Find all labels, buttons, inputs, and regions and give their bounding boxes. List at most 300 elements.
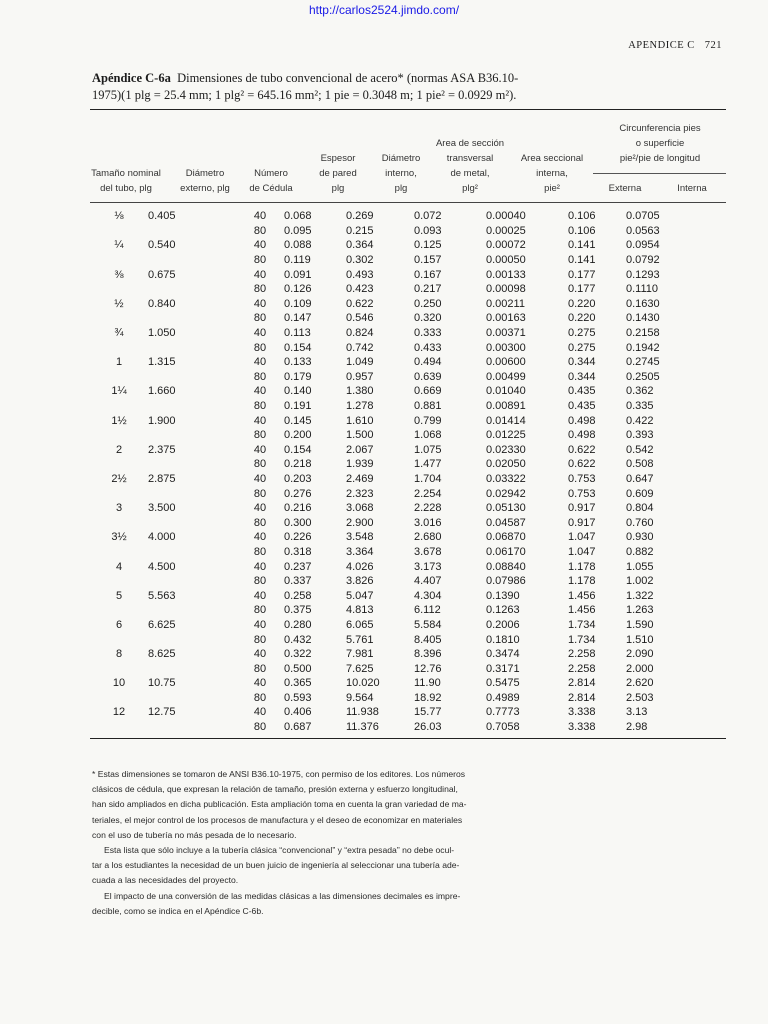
- wall-thickness-cell: 0.179: [284, 370, 312, 383]
- external-surface-cell: 0.275: [568, 341, 596, 354]
- schedule-cell: 80: [253, 400, 267, 413]
- nominal-size-cell: 5: [115, 589, 123, 602]
- wall-thickness-cell: 0.088: [284, 239, 312, 252]
- internal-surface-cell: 1.510: [626, 633, 654, 646]
- inner-diameter-cell: 3.826: [346, 575, 374, 588]
- schedule-cell: 80: [253, 633, 267, 646]
- internal-area-cell: 0.00040: [486, 210, 526, 223]
- internal-area-cell: 0.00098: [486, 283, 526, 296]
- outer-diameter-cell: [148, 340, 236, 355]
- outer-diameter-cell: [148, 486, 236, 501]
- inner-diameter-cell: 3.364: [346, 545, 374, 558]
- outer-diameter-cell: [148, 311, 236, 326]
- footnote: [92, 767, 536, 919]
- metal-area-cell: 15.77: [414, 706, 442, 719]
- inner-diameter-cell: 3.548: [346, 531, 374, 544]
- metal-area-cell: 2.228: [414, 502, 442, 515]
- metal-area-cell: 3.678: [414, 545, 442, 558]
- title-line-2: 1975)(1 plg = 25.4 mm; 1 plg² = 645.16 mm²; 1 pie = 0.3048 m; 1 pie² = 0.0929 m²).: [92, 88, 517, 102]
- internal-surface-cell: 0.2505: [626, 370, 660, 383]
- table-row: [90, 486, 726, 501]
- schedule-cell: 40: [253, 443, 267, 456]
- outer-diameter-cell: [148, 399, 236, 414]
- internal-area-cell: 0.1390: [486, 589, 520, 602]
- inner-diameter-cell: 6.065: [346, 618, 374, 631]
- external-surface-cell: 0.344: [568, 356, 596, 369]
- internal-surface-cell: 2.620: [626, 677, 654, 690]
- internal-area-cell: 0.7058: [486, 721, 520, 734]
- outer-diameter-cell: [148, 370, 236, 385]
- inner-diameter-cell: 2.469: [346, 472, 374, 485]
- table-row: [90, 326, 726, 341]
- inner-diameter-cell: 1.610: [346, 414, 374, 427]
- outer-diameter-cell: 4.500: [148, 560, 176, 573]
- nominal-size-cell: 2: [115, 443, 123, 456]
- table-row: [90, 399, 726, 414]
- internal-area-cell: 0.01040: [486, 385, 526, 398]
- outer-diameter-cell: [148, 574, 236, 589]
- outer-diameter-cell: [148, 428, 236, 443]
- internal-area-cell: 0.01225: [486, 429, 526, 442]
- internal-surface-cell: 0.2745: [626, 356, 660, 369]
- internal-surface-cell: 0.1630: [626, 297, 660, 310]
- inner-diameter-cell: 0.302: [346, 254, 374, 267]
- schedule-cell: 80: [253, 224, 267, 237]
- table-row: [90, 501, 726, 516]
- schedule-cell: 40: [253, 589, 267, 602]
- internal-area-cell: 0.2006: [486, 618, 520, 631]
- table-row: [90, 691, 726, 706]
- wall-thickness-cell: 0.258: [284, 589, 312, 602]
- table-body: [90, 209, 726, 734]
- inner-diameter-cell: 7.981: [346, 648, 374, 661]
- internal-area-cell: 0.1263: [486, 604, 520, 617]
- wall-thickness-cell: 0.191: [284, 400, 312, 413]
- table-row: [90, 370, 726, 385]
- nominal-size-cell: 3½: [111, 531, 127, 544]
- table-row: [90, 720, 726, 735]
- header-internal-area: Area seccional interna, pie²: [520, 153, 584, 194]
- internal-area-cell: 0.00371: [486, 327, 526, 340]
- internal-surface-cell: 0.804: [626, 502, 654, 515]
- nominal-size-cell: [90, 253, 148, 268]
- page-number: 721: [704, 40, 722, 51]
- nominal-size-cell: [90, 515, 148, 530]
- circumference-subrule: [593, 173, 726, 174]
- inner-diameter-cell: 0.957: [346, 370, 374, 383]
- inner-diameter-cell: 1.278: [346, 400, 374, 413]
- title-line-1: Dimensiones de tubo convencional de acero* (normas ASA B36.10-: [177, 71, 519, 85]
- internal-area-cell: 0.00072: [486, 239, 526, 252]
- table-row: [90, 311, 726, 326]
- inner-diameter-cell: 2.900: [346, 516, 374, 529]
- metal-area-cell: 0.072: [414, 210, 442, 223]
- internal-surface-cell: 1.322: [626, 589, 654, 602]
- outer-diameter-cell: 4.000: [148, 531, 176, 544]
- metal-area-cell: 8.396: [414, 648, 442, 661]
- schedule-cell: 80: [253, 662, 267, 675]
- internal-area-cell: 0.04587: [486, 516, 526, 529]
- external-surface-cell: 2.814: [568, 677, 596, 690]
- metal-area-cell: 0.250: [414, 297, 442, 310]
- nominal-size-cell: 8: [115, 648, 123, 661]
- table-row: [90, 472, 726, 487]
- metal-area-cell: 0.669: [414, 385, 442, 398]
- outer-diameter-cell: 8.625: [148, 648, 176, 661]
- outer-diameter-cell: [148, 515, 236, 530]
- wall-thickness-cell: 0.280: [284, 618, 312, 631]
- wall-thickness-cell: 0.500: [284, 662, 312, 675]
- internal-area-cell: 0.05130: [486, 502, 526, 515]
- table-row: [90, 443, 726, 458]
- external-surface-cell: 0.917: [568, 502, 596, 515]
- internal-surface-cell: 0.882: [626, 545, 654, 558]
- external-surface-cell: 0.106: [568, 224, 596, 237]
- inner-diameter-cell: 2.067: [346, 443, 374, 456]
- internal-surface-cell: 0.0563: [626, 224, 660, 237]
- external-surface-cell: 1.178: [568, 560, 596, 573]
- table-row: [90, 530, 726, 545]
- inner-diameter-cell: 11.376: [346, 721, 379, 734]
- wall-thickness-cell: 0.375: [284, 604, 312, 617]
- inner-diameter-cell: 1.939: [346, 458, 374, 471]
- internal-area-cell: 0.00163: [486, 312, 526, 325]
- internal-area-cell: 0.00025: [486, 224, 526, 237]
- nominal-size-cell: 2½: [111, 472, 127, 485]
- nominal-size-cell: [90, 691, 148, 706]
- header-internal: Interna: [677, 183, 707, 194]
- inner-diameter-cell: 4.813: [346, 604, 374, 617]
- top-rule: [90, 109, 726, 110]
- internal-area-cell: 0.02050: [486, 458, 526, 471]
- schedule-cell: 40: [253, 268, 267, 281]
- internal-area-cell: 0.7773: [486, 706, 520, 719]
- inner-diameter-cell: 5.761: [346, 633, 374, 646]
- inner-diameter-cell: 3.068: [346, 502, 374, 515]
- schedule-cell: 40: [253, 385, 267, 398]
- nominal-size-cell: [90, 574, 148, 589]
- external-surface-cell: 0.435: [568, 385, 596, 398]
- internal-area-cell: 0.00499: [486, 370, 526, 383]
- table-row: [90, 209, 726, 224]
- watermark-url[interactable]: http://carlos2524.jimdo.com/: [308, 3, 460, 17]
- table-row: [90, 384, 726, 399]
- external-surface-cell: 0.141: [568, 254, 596, 267]
- outer-diameter-cell: 1.315: [148, 356, 176, 369]
- outer-diameter-cell: 1.900: [148, 414, 176, 427]
- external-surface-cell: 0.106: [568, 210, 596, 223]
- outer-diameter-cell: 0.540: [148, 239, 176, 252]
- table-row: [90, 340, 726, 355]
- inner-diameter-cell: 0.742: [346, 341, 374, 354]
- outer-diameter-cell: [148, 224, 236, 239]
- nominal-size-cell: [90, 720, 148, 735]
- internal-surface-cell: 0.393: [626, 429, 654, 442]
- external-surface-cell: 0.498: [568, 414, 596, 427]
- internal-area-cell: 0.00211: [486, 297, 525, 310]
- schedule-cell: 40: [253, 356, 267, 369]
- header-outer-diameter: Diámetro externo, plg: [180, 168, 230, 194]
- metal-area-cell: 0.639: [414, 370, 442, 383]
- metal-area-cell: 3.016: [414, 516, 442, 529]
- schedule-cell: 40: [253, 414, 267, 427]
- wall-thickness-cell: 0.300: [284, 516, 312, 529]
- table-row: [90, 559, 726, 574]
- outer-diameter-cell: 12.75: [148, 706, 176, 719]
- internal-surface-cell: 1.263: [626, 604, 654, 617]
- internal-area-cell: 0.5475: [486, 677, 520, 690]
- table-row: [90, 661, 726, 676]
- metal-area-cell: 0.093: [414, 224, 442, 237]
- wall-thickness-cell: 0.226: [284, 531, 312, 544]
- inner-diameter-cell: 0.546: [346, 312, 374, 325]
- nominal-size-cell: [90, 311, 148, 326]
- internal-surface-cell: 0.422: [626, 414, 654, 427]
- internal-area-cell: 0.07986: [486, 575, 526, 588]
- external-surface-cell: 0.622: [568, 443, 596, 456]
- outer-diameter-cell: 10.75: [148, 677, 176, 690]
- wall-thickness-cell: 0.095: [284, 224, 312, 237]
- nominal-size-cell: 4: [115, 560, 123, 573]
- schedule-cell: 80: [253, 691, 267, 704]
- schedule-cell: 40: [253, 472, 267, 485]
- outer-diameter-cell: 5.563: [148, 589, 176, 602]
- nominal-size-cell: 12: [112, 706, 126, 719]
- schedule-cell: 80: [253, 604, 267, 617]
- wall-thickness-cell: 0.216: [284, 502, 312, 515]
- table-title: [92, 70, 692, 104]
- external-surface-cell: 0.220: [568, 297, 596, 310]
- internal-area-cell: 0.3474: [486, 648, 520, 661]
- schedule-cell: 40: [253, 502, 267, 515]
- inner-diameter-cell: 4.026: [346, 560, 374, 573]
- external-surface-cell: 3.338: [568, 706, 596, 719]
- external-surface-cell: 1.734: [568, 633, 596, 646]
- metal-area-cell: 2.680: [414, 531, 442, 544]
- inner-diameter-cell: 1.500: [346, 429, 374, 442]
- inner-diameter-cell: 9.564: [346, 691, 374, 704]
- wall-thickness-cell: 0.126: [284, 283, 312, 296]
- schedule-cell: 40: [253, 327, 267, 340]
- internal-area-cell: 0.1810: [486, 633, 520, 646]
- nominal-size-cell: 10: [112, 677, 126, 690]
- metal-area-cell: 4.407: [414, 575, 442, 588]
- wall-thickness-cell: 0.218: [284, 458, 312, 471]
- metal-area-cell: 6.112: [414, 604, 441, 617]
- nominal-size-cell: 1: [115, 356, 123, 369]
- external-surface-cell: 0.177: [568, 283, 596, 296]
- metal-area-cell: 11.90: [414, 677, 441, 690]
- table-row: [90, 632, 726, 647]
- external-surface-cell: 1.734: [568, 618, 596, 631]
- nominal-size-cell: ¾: [114, 327, 124, 340]
- schedule-cell: 80: [253, 254, 267, 267]
- outer-diameter-cell: 1.050: [148, 327, 176, 340]
- pipe-dimensions-table: [90, 209, 726, 734]
- table-row: [90, 705, 726, 720]
- schedule-cell: 40: [253, 706, 267, 719]
- internal-surface-cell: 0.609: [626, 487, 654, 500]
- metal-area-cell: 2.254: [414, 487, 442, 500]
- header-schedule-number: Número de Cédula: [249, 168, 293, 194]
- internal-area-cell: 0.00050: [486, 254, 526, 267]
- metal-area-cell: 0.433: [414, 341, 442, 354]
- schedule-cell: 80: [253, 312, 267, 325]
- inner-diameter-cell: 0.364: [346, 239, 374, 252]
- nominal-size-cell: [90, 632, 148, 647]
- header-external: Externa: [608, 183, 642, 194]
- header-inner-diameter: Diámetro interno, plg: [381, 153, 421, 194]
- internal-area-cell: 0.4989: [486, 691, 520, 704]
- nominal-size-cell: [90, 428, 148, 443]
- outer-diameter-cell: [148, 691, 236, 706]
- outer-diameter-cell: [148, 545, 236, 560]
- wall-thickness-cell: 0.687: [284, 721, 312, 734]
- nominal-size-cell: 1¼: [111, 385, 127, 398]
- metal-area-cell: 0.799: [414, 414, 442, 427]
- inner-diameter-cell: 2.323: [346, 487, 374, 500]
- metal-area-cell: 3.173: [414, 560, 442, 573]
- schedule-cell: 40: [253, 618, 267, 631]
- table-row: [90, 282, 726, 297]
- outer-diameter-cell: 0.675: [148, 268, 176, 281]
- table-row: [90, 224, 726, 239]
- external-surface-cell: 1.456: [568, 604, 596, 617]
- outer-diameter-cell: [148, 661, 236, 676]
- wall-thickness-cell: 0.119: [284, 254, 311, 267]
- wall-thickness-cell: 0.318: [284, 545, 312, 558]
- internal-surface-cell: 0.1942: [626, 341, 660, 354]
- internal-area-cell: 0.02330: [486, 443, 526, 456]
- internal-surface-cell: 0.1110: [626, 283, 659, 296]
- table-row: [90, 267, 726, 282]
- nominal-size-cell: ⅛: [114, 210, 124, 223]
- schedule-cell: 80: [253, 575, 267, 588]
- nominal-size-cell: [90, 340, 148, 355]
- external-surface-cell: 0.435: [568, 400, 596, 413]
- wall-thickness-cell: 0.154: [284, 443, 312, 456]
- external-surface-cell: 0.344: [568, 370, 596, 383]
- metal-area-cell: 0.333: [414, 327, 442, 340]
- outer-diameter-cell: [148, 282, 236, 297]
- schedule-cell: 80: [253, 721, 267, 734]
- schedule-cell: 40: [253, 648, 267, 661]
- internal-surface-cell: 0.2158: [626, 327, 660, 340]
- wall-thickness-cell: 0.113: [284, 327, 311, 340]
- wall-thickness-cell: 0.322: [284, 648, 312, 661]
- metal-area-cell: 0.167: [414, 268, 442, 281]
- nominal-size-cell: [90, 399, 148, 414]
- table-row: [90, 618, 726, 633]
- external-surface-cell: 2.258: [568, 648, 596, 661]
- outer-diameter-cell: 6.625: [148, 618, 176, 631]
- wall-thickness-cell: 0.593: [284, 691, 312, 704]
- external-surface-cell: 0.141: [568, 239, 596, 252]
- internal-surface-cell: 1.590: [626, 618, 654, 631]
- internal-area-cell: 0.3171: [486, 662, 520, 675]
- internal-surface-cell: 1.055: [626, 560, 654, 573]
- table-row: [90, 515, 726, 530]
- internal-surface-cell: 3.13: [626, 706, 648, 719]
- table-row: [90, 588, 726, 603]
- internal-surface-cell: 0.542: [626, 443, 654, 456]
- schedule-cell: 80: [253, 516, 267, 529]
- outer-diameter-cell: 1.660: [148, 385, 176, 398]
- table-row: [90, 297, 726, 312]
- internal-surface-cell: 0.335: [626, 400, 654, 413]
- table-row: [90, 355, 726, 370]
- outer-diameter-cell: 2.375: [148, 443, 176, 456]
- wall-thickness-cell: 0.091: [284, 268, 312, 281]
- nominal-size-cell: [90, 282, 148, 297]
- outer-diameter-cell: [148, 632, 236, 647]
- nominal-size-cell: [90, 457, 148, 472]
- metal-area-cell: 8.405: [414, 633, 442, 646]
- running-head-label: APENDICE C: [628, 40, 695, 51]
- external-surface-cell: 0.917: [568, 516, 596, 529]
- metal-area-cell: 5.584: [414, 618, 442, 631]
- footnote-paragraph-2: Esta lista que sólo incluye a la tubería clásica “convencional” y “extra pesada” no debe ocul- tar a los estudiantes la necesidad de un buen juicio de ingeniería al seleccionar una tubería ade- cuada a las necesidades del proyecto.: [92, 845, 460, 886]
- wall-thickness-cell: 0.432: [284, 633, 312, 646]
- footnote-paragraph-3: El impacto de una conversión de las medidas clásicas a las dimensiones decimales es impre- decible, como se indica en el Apéndice C-6b.: [92, 890, 461, 916]
- nominal-size-cell: [90, 486, 148, 501]
- external-surface-cell: 0.275: [568, 327, 596, 340]
- nominal-size-cell: [90, 603, 148, 618]
- running-head: [628, 40, 722, 51]
- nominal-size-cell: [90, 545, 148, 560]
- internal-area-cell: 0.06870: [486, 531, 526, 544]
- inner-diameter-cell: 0.269: [346, 210, 374, 223]
- internal-area-cell: 0.00600: [486, 356, 526, 369]
- external-surface-cell: 1.047: [568, 531, 596, 544]
- inner-diameter-cell: 1.049: [346, 356, 374, 369]
- wall-thickness-cell: 0.147: [284, 312, 312, 325]
- outer-diameter-cell: 2.875: [148, 472, 176, 485]
- wall-thickness-cell: 0.203: [284, 472, 312, 485]
- internal-surface-cell: 2.98: [626, 721, 648, 734]
- external-surface-cell: 0.753: [568, 487, 596, 500]
- schedule-cell: 40: [253, 560, 267, 573]
- schedule-cell: 80: [253, 429, 267, 442]
- nominal-size-cell: [90, 661, 148, 676]
- table-row: [90, 603, 726, 618]
- metal-area-cell: 26.03: [414, 721, 442, 734]
- internal-surface-cell: 2.503: [626, 691, 654, 704]
- inner-diameter-cell: 10.020: [346, 677, 380, 690]
- external-surface-cell: 3.338: [568, 721, 596, 734]
- nominal-size-cell: [90, 370, 148, 385]
- internal-area-cell: 0.00300: [486, 341, 526, 354]
- header-metal-area: Area de sección transversal de metal, plg²: [435, 138, 505, 194]
- bottom-rule: [90, 738, 726, 739]
- wall-thickness-cell: 0.237: [284, 560, 312, 573]
- outer-diameter-cell: 3.500: [148, 502, 176, 515]
- wall-thickness-cell: 0.365: [284, 677, 312, 690]
- wall-thickness-cell: 0.337: [284, 575, 312, 588]
- inner-diameter-cell: 7.625: [346, 662, 374, 675]
- nominal-size-cell: 3: [115, 502, 123, 515]
- schedule-cell: 40: [253, 210, 267, 223]
- internal-surface-cell: 0.1293: [626, 268, 660, 281]
- internal-surface-cell: 0.647: [626, 472, 654, 485]
- inner-diameter-cell: 0.215: [346, 224, 374, 237]
- metal-area-cell: 1.075: [414, 443, 442, 456]
- schedule-cell: 40: [253, 677, 267, 690]
- wall-thickness-cell: 0.068: [284, 210, 312, 223]
- schedule-cell: 40: [253, 531, 267, 544]
- internal-area-cell: 0.00891: [486, 400, 526, 413]
- wall-thickness-cell: 0.140: [284, 385, 312, 398]
